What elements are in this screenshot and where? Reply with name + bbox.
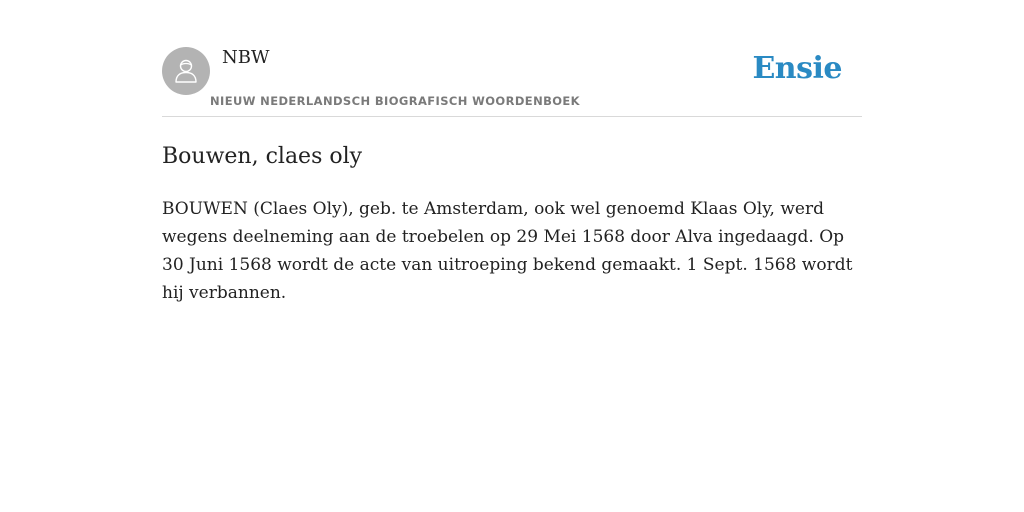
user-outline-icon <box>171 56 201 86</box>
article-title: Bouwen, claes oly <box>162 144 363 169</box>
article-container <box>162 0 862 307</box>
article-header <box>162 0 862 117</box>
article-body: BOUWEN (Claes Oly), geb. te Amsterdam, ook wel genoemd Klaas Oly, werd wegens deelneming aan de troebelen op 29 Mei 1568 door Alva ingedaagd. Op 30 Juni 1568 wordt de acte van uitroeping bekend gemaakt. 1 Sept. 1568 wordt hij verbannen. <box>162 199 853 303</box>
source-full-name: NIEUW NEDERLANDSCH BIOGRAFISCH WOORDENBOEK <box>210 94 580 108</box>
source-avatar[interactable] <box>162 47 210 95</box>
source-abbreviation[interactable]: NBW <box>222 47 270 68</box>
brand-logo[interactable]: Ensie <box>752 51 842 86</box>
